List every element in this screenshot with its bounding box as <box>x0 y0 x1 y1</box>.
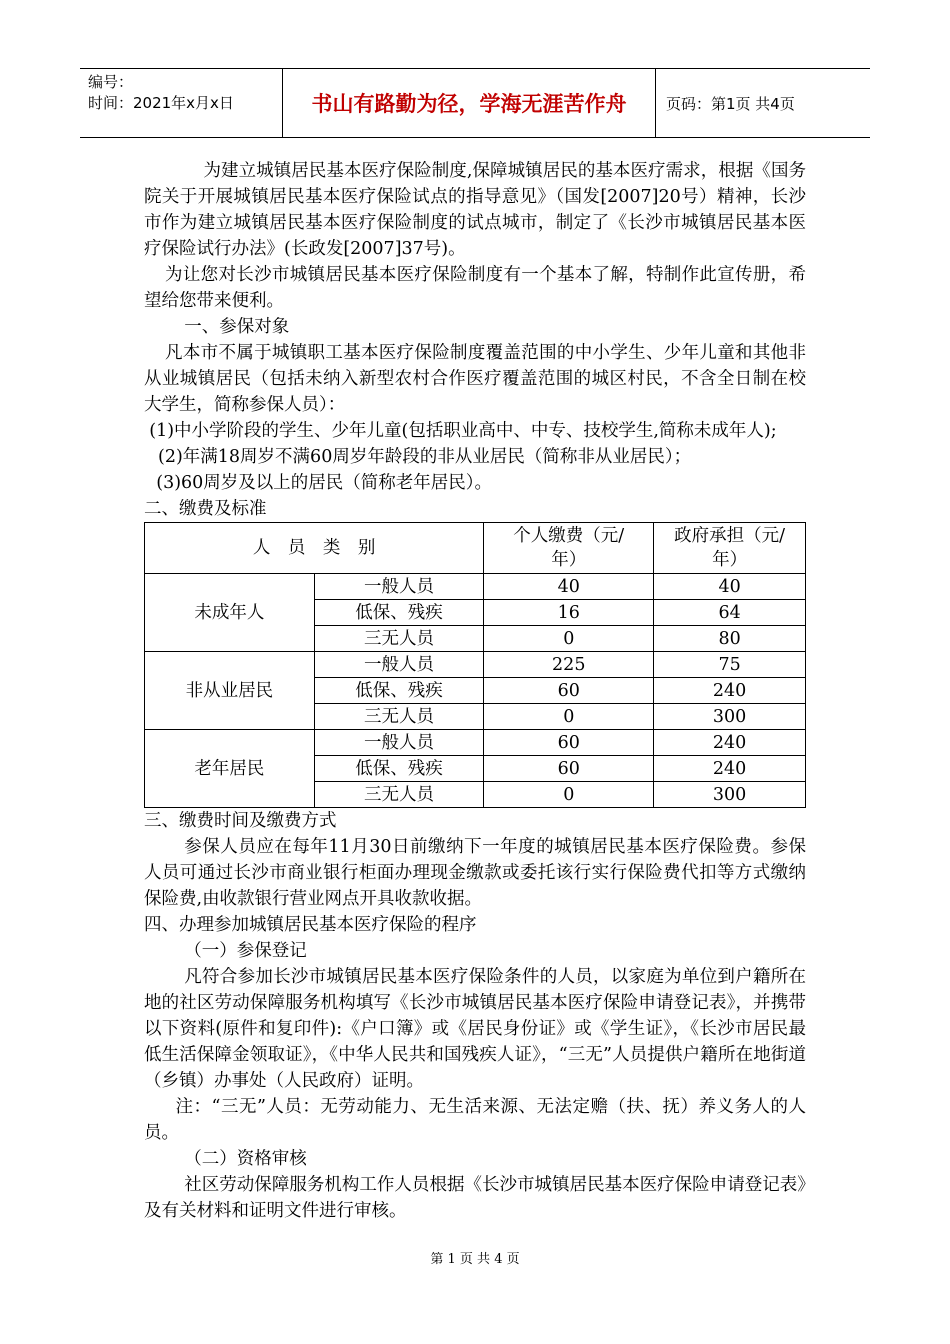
row-type: 三无人员 <box>314 704 484 730</box>
row-personal: 0 <box>484 782 654 808</box>
header-government: 政府承担（元/年） <box>654 523 806 574</box>
section-3-paragraph: 参保人员应在每年11月30日前缴纳下一年度的城镇居民基本医疗保险费。参保人员可通过长沙市商业银行柜面办理现金缴款或委托该行实行保险费代扣等方式缴纳保险费,由收款银行营业网点开具收款收据。 <box>144 837 806 909</box>
row-type: 低保、残疾 <box>314 756 484 782</box>
row-personal: 60 <box>484 678 654 704</box>
row-personal: 0 <box>484 704 654 730</box>
group-name: 非从业居民 <box>145 652 315 730</box>
section-4-note: 注：“三无”人员：无劳动能力、无生活来源、无法定赡（扶、抚）养义务人的人员。 <box>144 1097 806 1143</box>
row-government: 300 <box>654 704 806 730</box>
row-type: 一般人员 <box>314 574 484 600</box>
section-4-subtitle-2: （二）资格审核 <box>184 1149 307 1169</box>
row-type: 低保、残疾 <box>314 678 484 704</box>
row-government: 240 <box>654 678 806 704</box>
section-4-paragraph-2: 社区劳动保障服务机构工作人员根据《长沙市城镇居民基本医疗保险申请登记表》及有关材料和证明文件进行审核。 <box>144 1175 806 1221</box>
row-personal: 40 <box>484 574 654 600</box>
row-government: 64 <box>654 600 806 626</box>
row-government: 75 <box>654 652 806 678</box>
row-government: 240 <box>654 730 806 756</box>
row-type: 三无人员 <box>314 782 484 808</box>
table-row <box>145 652 806 678</box>
row-personal: 60 <box>484 730 654 756</box>
section-2-title: 二、缴费及标准 <box>144 499 267 519</box>
section-1-paragraph: 凡本市不属于城镇职工基本医疗保险制度覆盖范围的中小学生、少年儿童和其他非从业城镇居民（包括未纳入新型农村合作医疗覆盖范围的城区村民，不含全日制在校大学生，简称参保人员）： <box>144 343 806 415</box>
row-government: 40 <box>654 574 806 600</box>
header-personal: 个人缴费（元/年） <box>484 523 654 574</box>
purpose-paragraph: 为让您对长沙市城镇居民基本医疗保险制度有一个基本了解，特制作此宣传册，希望给您带来便利。 <box>144 265 806 311</box>
page-footer: 第 1 页 共 4 页 <box>430 1252 520 1267</box>
header-meta <box>80 69 283 137</box>
section-4-subtitle-1: （一）参保登记 <box>184 941 307 961</box>
row-government: 240 <box>654 756 806 782</box>
section-3-title: 三、缴费时间及缴费方式 <box>144 811 337 831</box>
table-row <box>145 574 806 600</box>
document-body <box>144 158 806 1224</box>
group-name: 未成年人 <box>145 574 315 652</box>
section-4-title: 四、办理参加城镇居民基本医疗保险的程序 <box>144 915 477 935</box>
fee-table <box>144 522 806 808</box>
table-row <box>145 730 806 756</box>
section-1-item-2: (2)年满18周岁不满60周岁年龄段的非从业居民（简称非从业居民）； <box>158 447 692 467</box>
row-personal: 0 <box>484 626 654 652</box>
group-name: 老年居民 <box>145 730 315 808</box>
section-1-item-1: (1)中小学阶段的学生、少年儿童(包括职业高中、中专、技校学生,简称未成年人); <box>149 421 777 441</box>
row-type: 一般人员 <box>314 730 484 756</box>
header-page-number: 页码：第1页 共4页 <box>666 94 795 113</box>
row-type: 三无人员 <box>314 626 484 652</box>
row-type: 一般人员 <box>314 652 484 678</box>
row-government: 80 <box>654 626 806 652</box>
row-personal: 16 <box>484 600 654 626</box>
row-type: 低保、残疾 <box>314 600 484 626</box>
page-header <box>80 68 870 138</box>
header-motto: 书山有路勤为径，学海无涯苦作舟 <box>283 69 656 137</box>
row-personal: 225 <box>484 652 654 678</box>
fee-table-header <box>145 523 806 574</box>
document-date: 时间：2021年x月x日 <box>88 94 234 112</box>
section-4-paragraph-1: 凡符合参加长沙市城镇居民基本医疗保险条件的人员，以家庭为单位到户籍所在地的社区劳动保障服务机构填写《长沙市城镇居民基本医疗保险申请登记表》，并携带以下资料(原件和复印件):《户口簿》或《居民身份证》或《学生证》，《长沙市居民最低生活保障金领取证》，《中华人民共和国残疾人证》，“三无”人员提供户籍所在地街道（乡镇）办事处（人民政府）证明。 <box>144 967 806 1091</box>
intro-paragraph: 为建立城镇居民基本医疗保险制度,保障城镇居民的基本医疗需求，根据《国务院关于开展城镇居民基本医疗保险试点的指导意见》（国发[2007]20号）精神，长沙市作为建立城镇居民基本医疗保险制度的试点城市，制定了《长沙市城镇居民基本医疗保险试行办法》(长政发[2007]37号)。 <box>144 161 806 259</box>
header-category: 人 员 类 别 <box>145 523 484 574</box>
row-personal: 60 <box>484 756 654 782</box>
section-1-item-3: (3)60周岁及以上的居民（简称老年居民）。 <box>156 473 493 493</box>
document-number: 编号： <box>88 73 134 91</box>
row-government: 300 <box>654 782 806 808</box>
section-1-title: 一、参保对象 <box>184 317 290 337</box>
